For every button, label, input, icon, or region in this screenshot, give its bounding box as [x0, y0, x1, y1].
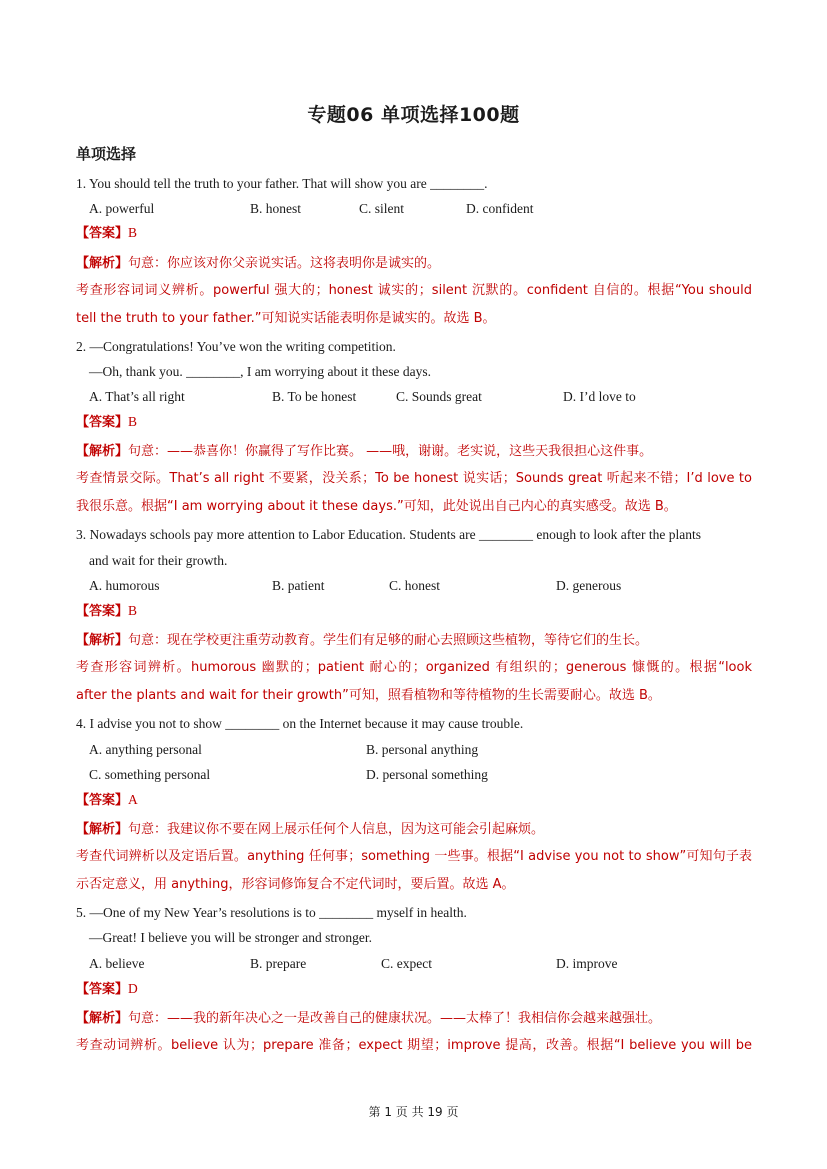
question-3-answer	[76, 602, 137, 621]
question-5-stem: 5. —One of my New Year’s resolutions is to ________ myself in health.	[76, 905, 467, 920]
answer-label: 【答案】	[76, 415, 129, 430]
analysis-label: 【解析】	[76, 822, 129, 837]
answer-label: 【答案】	[76, 604, 129, 619]
question-2-stem: 2. —Congratulations! You’ve won the writing competition.	[76, 339, 396, 354]
question-1-answer	[76, 224, 137, 243]
question-5-option-d: D. improve	[556, 956, 618, 971]
question-4-stem: 4. I advise you not to show ________ on the Internet because it may cause trouble.	[76, 716, 524, 731]
question-2-answer	[76, 413, 137, 432]
section-heading: 单项选择	[76, 145, 137, 163]
question-3-option-c: C. honest	[389, 578, 441, 593]
question-5-option-a: A. believe	[89, 956, 145, 971]
analysis-text: 句意：现在学校更注重劳动教育。学生们有足够的耐心去照顾这些植物，等待它们的生长。	[128, 633, 649, 648]
answer-value: B	[128, 414, 138, 429]
question-5-answer	[76, 980, 138, 999]
question-5-stem-line-2: —Great! I believe you will be stronger and stronger.	[89, 930, 373, 945]
question-3-analysis	[76, 631, 648, 650]
question-4-option-a: A. anything personal	[89, 742, 202, 757]
question-1-option-b: B. honest	[250, 201, 302, 216]
analysis-label: 【解析】	[76, 444, 129, 459]
question-4-analysis	[76, 820, 544, 839]
answer-value: A	[128, 792, 138, 807]
analysis-text: 句意：你应该对你父亲说实话。这将表明你是诚实的。	[128, 256, 441, 271]
analysis-label: 【解析】	[76, 1011, 129, 1026]
answer-value: B	[128, 603, 138, 618]
question-2-option-c: C. Sounds great	[396, 389, 482, 404]
question-1-stem: 1. You should tell the truth to your father. That will show you are ________.	[76, 176, 488, 191]
analysis-label: 【解析】	[76, 633, 129, 648]
question-3-stem: 3. Nowadays schools pay more attention to Labor Education. Students are ________ enough to look after the plants	[76, 527, 701, 542]
question-2-option-b: B. To be honest	[272, 389, 357, 404]
question-3-option-a: A. humorous	[89, 578, 160, 593]
question-4-analysis-line-3: 示否定意义，用 anything，形容词修饰复合不定代词时，要后置。故选 A。	[76, 877, 515, 892]
question-2-analysis	[76, 442, 652, 461]
question-2-analysis-line-3: 我很乐意。根据“I am worrying about it these days.”可知，此处说出自己内心的真实感受。故选 B。	[76, 499, 677, 514]
question-3-analysis-line-3: after the plants and wait for their growth”可知，照看植物和等待植物的生长需要耐心。故选 B。	[76, 688, 661, 703]
question-2-stem-line-2: —Oh, thank you. ________, I am worrying about it these days.	[89, 364, 431, 379]
question-1-option-a: A. powerful	[89, 201, 155, 216]
question-4-answer	[76, 791, 138, 810]
page-title: 专题06 单项选择100题	[307, 104, 520, 126]
question-4-analysis-line-2: 考查代词辨析以及定语后置。anything 任何事；something 一些事。根据“I advise you not to show”可知句子表	[76, 849, 752, 864]
question-2-analysis-line-2: 考查情景交际。That’s all right 不要紧，没关系；To be honest 说实话；Sounds great 听起来不错；I’d love to	[76, 471, 752, 486]
answer-value: B	[128, 225, 138, 240]
page-footer: 第 1 页 共 19 页	[368, 1105, 459, 1119]
question-1-analysis-line-3: tell the truth to your father.”可知说实话能表明你是诚实的。故选 B。	[76, 311, 496, 326]
question-4-option-c: C. something personal	[89, 767, 211, 782]
question-3-stem-line-2: and wait for their growth.	[89, 553, 228, 568]
question-3-option-b: B. patient	[272, 578, 325, 593]
question-1-analysis	[76, 254, 440, 273]
question-5-analysis	[76, 1009, 661, 1028]
question-2-option-a: A. That’s all right	[89, 389, 185, 404]
question-5-option-b: B. prepare	[250, 956, 307, 971]
question-5-option-c: C. expect	[381, 956, 432, 971]
question-1-option-c: C. silent	[359, 201, 405, 216]
answer-label: 【答案】	[76, 793, 129, 808]
question-3-option-d: D. generous	[556, 578, 622, 593]
question-3-analysis-line-2: 考查形容词辨析。humorous 幽默的；patient 耐心的；organized 有组织的；generous 慷慨的。根据“look	[76, 660, 752, 675]
question-1-option-d: D. confident	[466, 201, 534, 216]
question-4-option-b: B. personal anything	[366, 742, 479, 757]
question-1-analysis-line-2: 考查形容词词义辨析。powerful 强大的；honest 诚实的；silent 沉默的。confident 自信的。根据“You should	[76, 283, 752, 298]
question-5-analysis-line-2: 考查动词辨析。believe 认为；prepare 准备；expect 期望；improve 提高，改善。根据“I believe you will be	[76, 1038, 752, 1053]
answer-label: 【答案】	[76, 982, 129, 997]
analysis-label: 【解析】	[76, 256, 129, 271]
question-4-option-d: D. personal something	[366, 767, 488, 782]
answer-label: 【答案】	[76, 226, 129, 241]
analysis-text: 句意：——恭喜你！你赢得了写作比赛。 ——哦，谢谢。老实说，这些天我很担心这件事。	[128, 444, 653, 459]
analysis-text: 句意：我建议你不要在网上展示任何个人信息，因为这可能会引起麻烦。	[128, 822, 545, 837]
analysis-text: 句意：——我的新年决心之一是改善自己的健康状况。——太棒了！我相信你会越来越强壮。	[128, 1011, 662, 1026]
question-2-option-d: D. I’d love to	[563, 389, 636, 404]
answer-value: D	[128, 981, 138, 996]
